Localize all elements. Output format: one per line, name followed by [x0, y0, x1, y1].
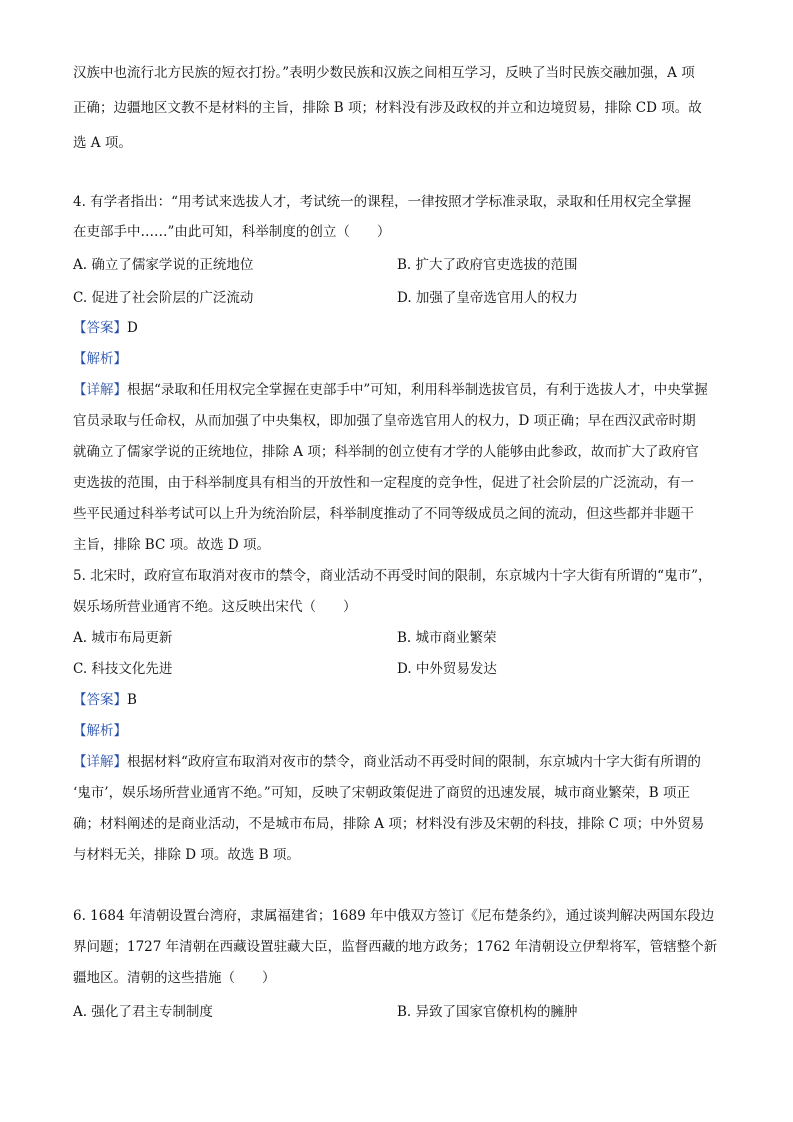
- question-6-option-b: B. 异致了国家官僚机构的臃肿: [397, 1004, 578, 1020]
- question-5-detail-line: 与材料无关，排除 D 项。故选 B 项。: [73, 847, 300, 863]
- question-4-detail-line: 吏选拔的范围，由于科举制度具有相当的开放性和一定程度的竞争性，促进了社会阶层的广泛流动，有一: [73, 475, 694, 491]
- question-5-option-d: D. 中外贸易发达: [397, 661, 497, 677]
- question-6-option-a: A. 强化了君主专制制度: [73, 1004, 213, 1020]
- question-4-detail-line: 就确立了儒家学说的正统地位，排除 A 项；科举制的创立使有才学的人能够由此参政，故而扩大了政府官: [73, 444, 699, 460]
- question-4-detail-line: 主旨，排除 BC 项。故选 D 项。: [73, 537, 270, 553]
- question-4-option-d: D. 加强了皇帝选官用人的权力: [397, 290, 578, 306]
- question-5-option-b: B. 城市商业繁荣: [397, 630, 497, 646]
- question-4-option-b: B. 扩大了政府官吏选拔的范围: [397, 257, 578, 273]
- detail-tag: 【详解】: [73, 754, 127, 770]
- question-5-stem: 5. 北宋时，政府宣布取消对夜市的禁令，商业活动不再受时间的限制，东京城内十字大街有所谓的“鬼市”，: [73, 568, 712, 584]
- answer-tag: 【答案】: [73, 692, 127, 708]
- prev-explanation-line: 正确；边疆地区文教不是材料的主旨，排除 B 项；材料没有涉及政权的并立和边境贸易，排除 CD 项。故: [73, 100, 702, 116]
- detail-tag: 【详解】: [73, 382, 127, 398]
- detail-text: 根据材料“政府宣布取消对夜市的禁令，商业活动不再受时间的限制，东京城内十字大街有所谓的: [127, 754, 701, 770]
- question-5-stem: 娱乐场所营业通宵不绝。这反映出宋代（ ）: [73, 599, 357, 615]
- question-5-detail-line: [73, 752, 721, 772]
- question-6-stem: 6. 1684 年清朝设置台湾府，隶属福建省；1689 年中俄双方签订《尼布楚条约》，通过谈判解决两国东段边: [73, 908, 715, 924]
- question-4-analysis-tag: [73, 349, 721, 369]
- prev-explanation-line: 选 A 项。: [73, 135, 132, 151]
- question-4-option-a: A. 确立了儒家学说的正统地位: [73, 257, 254, 273]
- answer-value: B: [127, 692, 137, 708]
- question-4-detail-line: 些平民通过科举考试可以上升为统治阶层，科举制度推动了不同等级成员之间的流动，但这些都并非题干: [73, 506, 694, 522]
- question-6-stem: 界问题；1727 年清朝在西藏设置驻藏大臣，监督西藏的地方政务；1762 年清朝设立伊犁将军，管辖整个新: [73, 939, 718, 955]
- question-5-detail-line: ‘鬼市’，娱乐场所营业通宵不绝。”可知，反映了宋朝政策促进了商贸的迅速发展，城市商业繁荣，B 项正: [73, 785, 690, 801]
- question-4-stem: 4. 有学者指出：“用考试来选拔人才，考试统一的课程，一律按照才学标准录取，录取和任用权完全掌握: [73, 194, 692, 210]
- analysis-tag: 【解析】: [73, 723, 127, 739]
- question-4-option-c: C. 促进了社会阶层的广泛流动: [73, 290, 254, 306]
- question-5-option-c: C. 科技文化先进: [73, 661, 173, 677]
- prev-explanation-line: 汉族中也流行北方民族的短衣打扮。”表明少数民族和汉族之间相互学习，反映了当时民族交融加强，A 项: [73, 65, 695, 81]
- answer-tag: 【答案】: [73, 320, 127, 336]
- question-5-option-a: A. 城市布局更新: [73, 630, 173, 646]
- question-4-detail-line: 官员录取与任命权，从而加强了中央集权，即加强了皇帝选官用人的权力，D 项正确；早在西汉武帝时期: [73, 413, 696, 429]
- question-4-answer: [73, 318, 721, 338]
- detail-text: 根据“录取和任用权完全掌握在吏部手中”可知，利用科举制选拔官员，有利于选拔人才，中央掌握: [127, 382, 708, 398]
- analysis-tag: 【解析】: [73, 351, 127, 367]
- question-6-stem: 疆地区。清朝的这些措施（ ）: [73, 970, 276, 986]
- question-5-detail-line: 确；材料阐述的是商业活动，不是城市布局，排除 A 项；材料没有涉及宋朝的科技，排除 C 项；中外贸易: [73, 816, 705, 832]
- question-5-analysis-tag: [73, 721, 721, 741]
- question-4-stem: 在吏部手中……”由此可知，科举制度的创立（ ）: [73, 224, 391, 240]
- answer-value: D: [127, 320, 138, 336]
- question-4-detail-line: [73, 380, 721, 400]
- question-5-answer: [73, 690, 721, 710]
